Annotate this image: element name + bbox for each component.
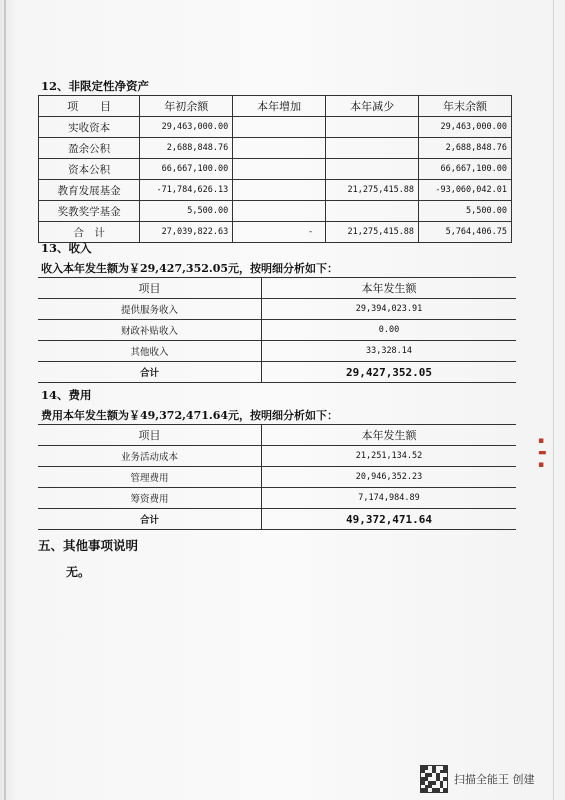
row-end: -93,060,042.01 <box>419 180 512 201</box>
row-name: 实收资本 <box>39 117 140 138</box>
table-header-row <box>39 96 512 117</box>
row-name: 管理费用 <box>38 467 262 488</box>
watermark-text: 扫描全能王 创建 <box>454 773 535 786</box>
row-name: 业务活动成本 <box>38 446 262 467</box>
row-increase <box>233 117 326 138</box>
table-row <box>39 117 512 138</box>
row-decrease <box>326 159 419 180</box>
section-12-title: 12、非限定性净资产 <box>41 79 150 93</box>
net-assets-table <box>38 95 512 243</box>
row-name: 奖教奖学基金 <box>39 201 140 222</box>
row-end: 5,500.00 <box>419 201 512 222</box>
qr-code-icon <box>420 765 448 793</box>
expense-intro: 费用本年发生额为￥49,372,471.64元，按明细分析如下： <box>41 409 339 422</box>
row-begin: 2,688,848.76 <box>140 138 233 159</box>
row-value: 7,174,984.89 <box>262 488 517 509</box>
row-value: 33,328.14 <box>262 341 517 362</box>
table-header-row <box>38 425 516 446</box>
row-decrease <box>326 117 419 138</box>
row-value: 29,394,023.91 <box>262 299 517 320</box>
col-header-amount: 本年发生额 <box>262 425 517 446</box>
section-5-body: 无。 <box>66 565 91 579</box>
row-name: 合计 <box>38 362 262 383</box>
row-end: 29,463,000.00 <box>419 117 512 138</box>
col-header-increase: 本年增加 <box>233 96 326 117</box>
row-value: 49,372,471.64 <box>262 509 517 530</box>
row-decrease <box>326 138 419 159</box>
section-13-title: 13、收入 <box>41 241 92 255</box>
row-increase: - <box>233 222 326 243</box>
row-begin: 5,500.00 <box>140 201 233 222</box>
row-end: 66,667,100.00 <box>419 159 512 180</box>
col-header-end: 年末余额 <box>419 96 512 117</box>
row-name: 教育发展基金 <box>39 180 140 201</box>
row-name: 财政补贴收入 <box>38 320 262 341</box>
row-end: 5,764,406.75 <box>419 222 512 243</box>
income-intro: 收入本年发生额为￥29,427,352.05元，按明细分析如下： <box>41 262 339 275</box>
row-name: 筹资费用 <box>38 488 262 509</box>
row-name: 盈余公积 <box>39 138 140 159</box>
row-name: 其他收入 <box>38 341 262 362</box>
row-begin: 66,667,100.00 <box>140 159 233 180</box>
row-begin: -71,784,626.13 <box>140 180 233 201</box>
row-value: 0.00 <box>262 320 517 341</box>
row-increase <box>233 159 326 180</box>
row-name: 合计 <box>38 509 262 530</box>
expense-table <box>38 424 516 530</box>
table-row <box>39 138 512 159</box>
row-decrease: 21,275,415.88 <box>326 222 419 243</box>
margin-stamp-marks: ▪ ▬ ▪ <box>538 436 547 470</box>
table-row <box>38 488 516 509</box>
table-total-row <box>39 222 512 243</box>
row-begin: 27,039,822.63 <box>140 222 233 243</box>
row-increase <box>233 138 326 159</box>
section-5-title: 五、其他事项说明 <box>38 538 139 553</box>
row-name: 合 计 <box>39 222 140 243</box>
row-name: 资本公积 <box>39 159 140 180</box>
binder-edge <box>4 0 6 800</box>
table-row <box>38 446 516 467</box>
row-name: 提供服务收入 <box>38 299 262 320</box>
col-header-amount: 本年发生额 <box>262 278 517 299</box>
table-row <box>38 320 516 341</box>
table-row <box>38 341 516 362</box>
scanner-watermark <box>420 765 535 793</box>
row-end: 2,688,848.76 <box>419 138 512 159</box>
row-value: 21,251,134.52 <box>262 446 517 467</box>
table-row <box>38 467 516 488</box>
section-14-title: 14、费用 <box>41 388 92 402</box>
col-header-decrease: 本年减少 <box>326 96 419 117</box>
col-header-item: 项 目 <box>39 96 140 117</box>
row-value: 29,427,352.05 <box>262 362 517 383</box>
income-table <box>38 277 516 383</box>
row-value: 20,946,352.23 <box>262 467 517 488</box>
col-header-begin: 年初余额 <box>140 96 233 117</box>
page-edge-line <box>553 0 554 800</box>
row-increase <box>233 201 326 222</box>
table-row <box>39 180 512 201</box>
table-row <box>39 159 512 180</box>
row-increase <box>233 180 326 201</box>
table-row <box>38 299 516 320</box>
col-header-item: 项目 <box>38 425 262 446</box>
table-total-row <box>38 362 516 383</box>
row-decrease <box>326 201 419 222</box>
table-header-row <box>38 278 516 299</box>
row-begin: 29,463,000.00 <box>140 117 233 138</box>
table-row <box>39 201 512 222</box>
table-total-row <box>38 509 516 530</box>
col-header-item: 项目 <box>38 278 262 299</box>
row-decrease: 21,275,415.88 <box>326 180 419 201</box>
